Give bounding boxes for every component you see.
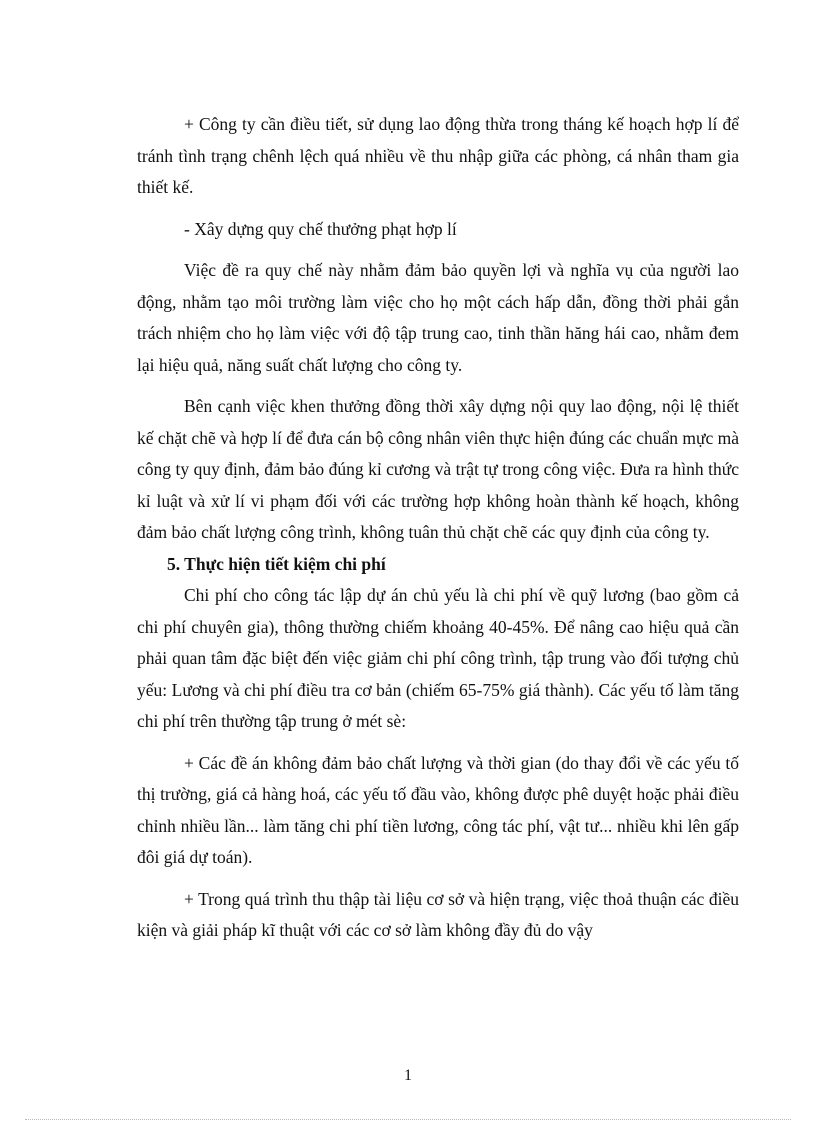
paragraph-policy-purpose: Việc đề ra quy chế này nhằm đảm bảo quyền lợi và nghĩa vụ của người lao động, nhằm tạo môi trường làm việc cho họ một cách hấp dẫn, đồng thời phải gắn trách nhiệm cho họ làm việc với độ tập trung cao, tinh thần hăng hái cao, nhằm đem lại hiệu quả, năng suất chất lượng cho công ty. <box>137 260 739 375</box>
paragraph-reward-policy-item: - Xây dựng quy chế thưởng phạt hợp lí <box>184 218 457 239</box>
paragraph-data-collection: + Trong quá trình thu thập tài liệu cơ sở và hiện trạng, việc thoả thuận các điều kiện và giải pháp kĩ thuật với các cơ sở làm không đầy đủ do vậy <box>137 888 739 940</box>
paragraph-quality-issues: + Các đề án không đảm bảo chất lượng và thời gian (do thay đổi về các yếu tố thị trường, giá cả hàng hoá, các yếu tố đầu vào, không được phê duyệt hoặc phải điều chỉnh nhiều lần... làm tăng chi phí tiền lương, công tác phí, vật tư... nhiều khi lên gấp đôi giá dự toán). <box>137 752 739 867</box>
paragraph-cost-structure: Chi phí cho công tác lập dự án chủ yếu là chi phí về quỹ lương (bao gồm cả chi phí chuyên gia), thông thường chiếm khoảng 40-45%. Để nâng cao hiệu quả cần phải quan tâm đặc biệt đến việc giảm chi phí công trình, tập trung vào đối tượng chủ yếu: Lương và chi phí điều tra cơ bản (chiếm 65-75% giá thành). Các yếu tố làm tăng chi phí trên thường tập trung ở mét sè: <box>137 585 739 731</box>
page-number: 1 <box>404 1067 412 1084</box>
section-heading-cost-saving: 5. Thực hiện tiết kiệm chi phí <box>167 553 386 574</box>
paragraph-labor-regulation: + Công ty cần điều tiết, sử dụng lao động thừa trong tháng kế hoạch hợp lí để tránh tình trạng chênh lệch quá nhiều về thu nhập giữa các phòng, cá nhân tham gia thiết kế. <box>137 114 739 197</box>
document-body <box>137 109 739 947</box>
paragraph-discipline: Bên cạnh việc khen thưởng đồng thời xây dựng nội quy lao động, nội lệ thiết kế chặt chẽ và hợp lí để đưa cán bộ công nhân viên thực hiện đúng các chuẩn mực mà công ty quy định, đảm bảo đúng kỉ cương và trật tự trong công việc. Đưa ra hình thức kỉ luật và xử lí vi phạm đối với các trường hợp không hoàn thành kế hoạch, không đảm bảo chất lượng công trình, không tuân thủ chặt chẽ các quy định của công ty. <box>137 396 739 542</box>
page-bottom-border <box>25 1119 791 1120</box>
